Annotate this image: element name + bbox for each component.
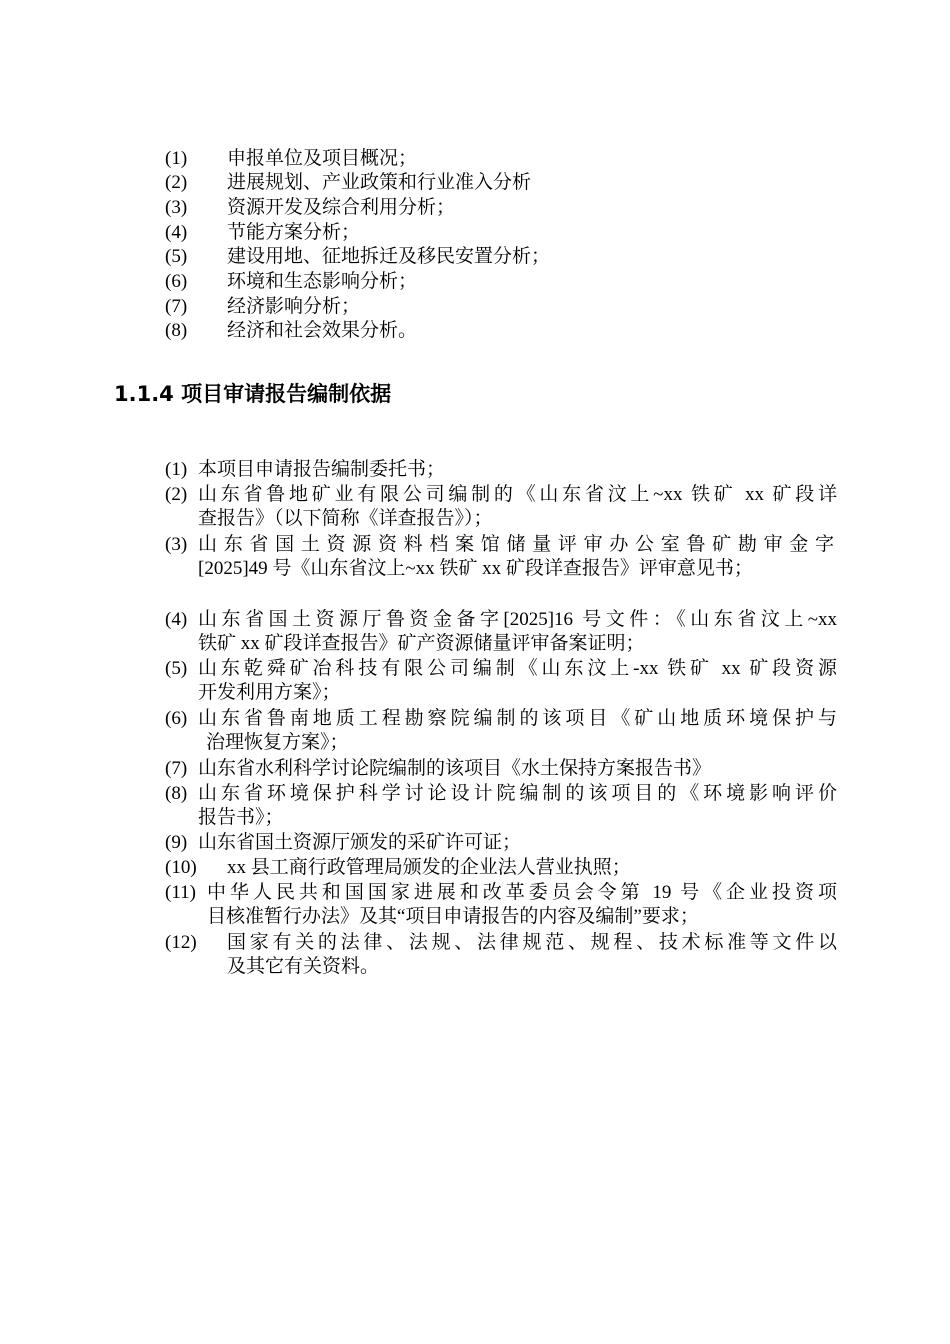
basis-item-line: 山东省国土资源厅鲁资金备字[2025]16 号文件：《山东省汶上~xx (198, 609, 837, 630)
basis-item (165, 657, 837, 705)
basis-item-number: (12) (165, 932, 197, 953)
basis-item (165, 831, 837, 855)
list-item-text: 经济和社会效果分析。 (227, 320, 418, 341)
basis-item-number: (10) (165, 857, 197, 878)
basis-item-line: [2025]49 号《山东省汶上~xx 铁矿 xx 矿段详查报告》评审意见书； (198, 558, 753, 579)
basis-item (165, 931, 837, 979)
basis-item (165, 483, 837, 531)
list-item-number: (4) (165, 222, 188, 243)
basis-item-line: 国家有关的法律、法规、法律规范、规程、技术标准等文件以 (227, 932, 837, 953)
basis-item-number: (5) (165, 658, 188, 679)
basis-item-line: 目核准暂行办法》及其“项目申请报告的内容及编制”要求； (207, 906, 699, 927)
basis-item-number: (7) (165, 758, 188, 779)
basis-item-line: 山东省国土资源厅颁发的采矿许可证； (198, 832, 522, 853)
basis-item-line: xx 县工商行政管理局颁发的企业法人营业执照； (227, 857, 631, 878)
list-item-number: (7) (165, 296, 188, 317)
basis-item-line: 治理恢复方案》； (206, 732, 349, 753)
basis-item-line: 山东省鲁南地质工程勘察院编制的该项目《矿山地质环境保护与 (198, 708, 837, 729)
list-item-text: 节能方案分析； (227, 222, 361, 243)
list-item-number: (1) (165, 148, 188, 169)
basis-item (165, 856, 837, 880)
basis-item (165, 458, 837, 482)
list-item-text: 环境和生态影响分析； (227, 271, 418, 292)
basis-item-number: (11) (165, 882, 196, 903)
basis-item-number: (3) (165, 534, 188, 555)
basis-item (165, 881, 837, 929)
basis-item (165, 707, 837, 755)
basis-item (165, 608, 837, 656)
basis-item-line: 本项目申请报告编制委托书； (198, 459, 446, 480)
list-item-number: (5) (165, 246, 188, 267)
section-heading: 1.1.4 项目审请报告编制依据 (114, 382, 392, 406)
basis-item-line: 山东乾舜矿冶科技有限公司编制《山东汶上-xx 铁矿 xx 矿段资源 (198, 658, 837, 679)
list-item-text: 进展规划、产业政策和行业准入分析 (227, 172, 532, 193)
list-item-text: 申报单位及项目概况； (227, 148, 418, 169)
basis-item-line: 山东省环境保护科学讨论设计院编制的该项目的《环境影响评价 (198, 783, 837, 804)
list-item-number: (2) (165, 172, 188, 193)
list-item-number: (6) (165, 271, 188, 292)
basis-item-number: (4) (165, 609, 188, 630)
basis-item-line: 中华人民共和国国家进展和改革委员会令第 19 号《企业投资项 (207, 882, 837, 903)
basis-item-line: 开发利用方案》； (198, 682, 341, 703)
basis-item-line: 山东省国土资源资料档案馆储量评审办公室鲁矿勘审金字 (198, 534, 837, 555)
list-item-text: 建设用地、征地拆迁及移民安置分析； (227, 246, 551, 267)
basis-item-number: (6) (165, 708, 188, 729)
basis-item-number: (1) (165, 459, 188, 480)
basis-item-number: (9) (165, 832, 188, 853)
basis-item-line: 铁矿 xx 矿段详查报告》矿产资源储量评审备案证明； (198, 633, 645, 654)
basis-item-line: 及其它有关资料。 (227, 956, 380, 977)
list-item-number: (3) (165, 197, 188, 218)
basis-item-line: 山东省水利科学讨论院编制的该项目《水土保持方案报告书》 (198, 758, 712, 779)
list-item-number: (8) (165, 320, 188, 341)
basis-item-line: 查报告》（以下简称《详查报告》）； (198, 508, 493, 529)
list-item-text: 经济影响分析； (227, 296, 361, 317)
basis-item (165, 757, 837, 781)
basis-item-line: 山东省鲁地矿业有限公司编制的《山东省汶上~xx 铁矿 xx 矿段详 (198, 484, 837, 505)
basis-item (165, 533, 837, 581)
basis-item (165, 782, 837, 830)
basis-item-number: (2) (165, 484, 188, 505)
basis-item-number: (8) (165, 783, 188, 804)
list-item-text: 资源开发及综合利用分析； (227, 197, 456, 218)
basis-item-line: 报告书》； (198, 807, 284, 828)
